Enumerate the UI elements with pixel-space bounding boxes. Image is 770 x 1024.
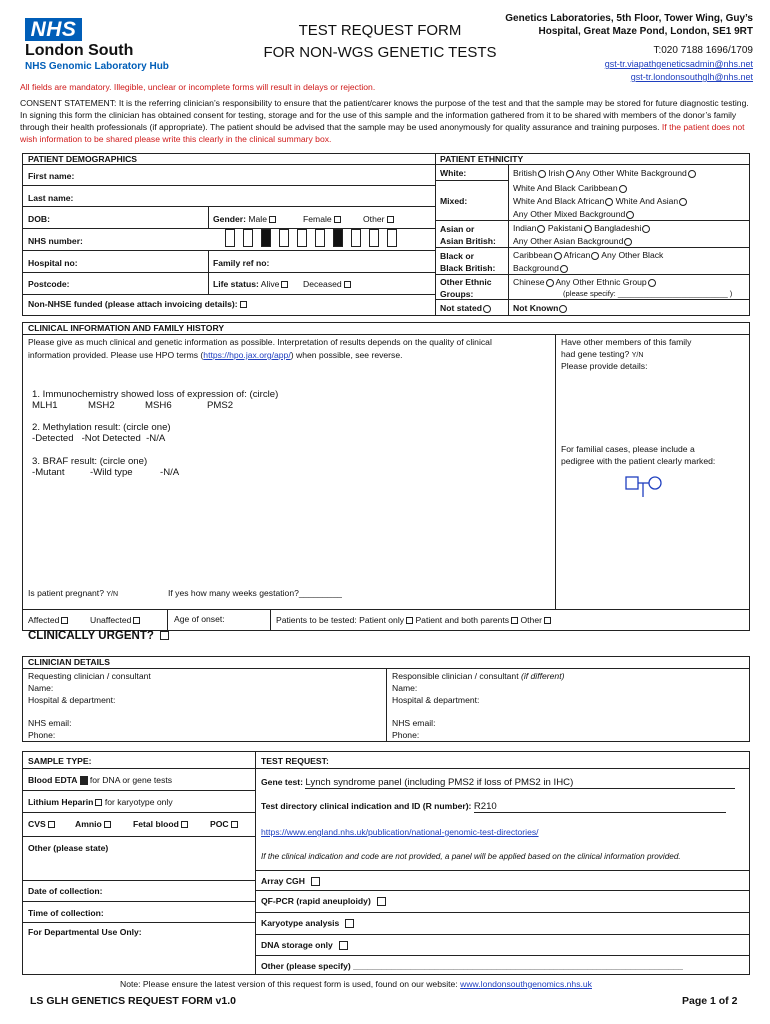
other-sample-label: Other (please state) xyxy=(28,843,109,853)
clinician-header: CLINICIAN DETAILS xyxy=(28,657,110,667)
clinical-intro-line2: information provided. Please use HPO terms (https://hpo.jax.org/app/) when possible, see reverse. xyxy=(28,350,403,360)
unaffected-checkbox[interactable] xyxy=(133,617,140,624)
postcode-label: Postcode: xyxy=(28,279,70,289)
gender-female-checkbox[interactable] xyxy=(334,216,341,223)
blood-edta-note: for DNA or gene tests xyxy=(89,775,173,785)
time-collection-label: Time of collection: xyxy=(28,908,104,918)
gender-male-checkbox[interactable] xyxy=(269,216,276,223)
methylation-options[interactable]: -Detected -Not Detected -N/A xyxy=(32,433,166,444)
indian-label: Indian xyxy=(513,223,537,233)
lab-address-line1: Genetics Laboratories, 5th Floor, Tower Wing, Guy’s xyxy=(505,13,753,24)
british-radio[interactable] xyxy=(538,170,546,178)
other-tested-checkbox[interactable] xyxy=(544,617,551,624)
ethnicity-white-label: White: xyxy=(440,168,467,178)
family-testing-q2: had gene testing? Y/N xyxy=(561,349,644,359)
cvs-label: CVS xyxy=(28,819,46,829)
other-asian-label: Any Other Asian Background xyxy=(513,236,624,246)
gender-other-label: Other xyxy=(363,214,385,224)
poc-label: POC xyxy=(210,819,229,829)
deceased-label: Deceased xyxy=(303,279,342,289)
patient-only-label: Patients to be tested: Patient only xyxy=(276,615,405,625)
fetal-blood-label: Fetal blood xyxy=(133,819,179,829)
qf-pcr-checkbox[interactable] xyxy=(377,897,386,906)
chinese-label: Chinese xyxy=(513,277,545,287)
braf-option-na[interactable]: -N/A xyxy=(160,467,180,478)
gender-other-checkbox[interactable] xyxy=(387,216,394,223)
hpo-link[interactable]: https://hpo.jax.org/app/ xyxy=(203,350,291,360)
not-stated-radio[interactable] xyxy=(483,305,491,313)
african-label: African xyxy=(563,250,591,260)
non-nhse-label: Non-NHSE funded (please attach invoicing details): xyxy=(28,299,238,309)
karyotype-label: Karyotype analysis xyxy=(261,918,340,928)
logo-name: London South xyxy=(25,42,134,59)
other-asian-radio[interactable] xyxy=(624,238,632,246)
dob-label: DOB: xyxy=(28,214,50,224)
white-black-caribbean-label: White And Black Caribbean xyxy=(513,183,618,193)
ethnicity-header: PATIENT ETHNICITY xyxy=(440,154,524,164)
pedigree-note-1: For familial cases, please include a xyxy=(561,444,695,454)
mandatory-warning: All fields are mandatory. Illegible, unclear or incomplete forms will result in delays or rejection. xyxy=(20,82,376,92)
other-white-radio[interactable] xyxy=(688,170,696,178)
array-cgh-label: Array CGH xyxy=(261,876,305,886)
braf-option-mutant[interactable]: -Mutant xyxy=(32,467,65,478)
immunochemistry-question: 1. Immunochemistry showed loss of expression of: (circle) xyxy=(32,389,279,400)
urgent-checkbox[interactable] xyxy=(160,631,169,640)
other-mixed-radio[interactable] xyxy=(626,211,634,219)
form-title-line1: TEST REQUEST FORM xyxy=(298,22,462,39)
lab-address-line2: Hospital, Great Maze Pond, London, SE1 9RT xyxy=(538,26,753,37)
lithium-heparin-checkbox[interactable] xyxy=(95,799,102,806)
lab-email-2[interactable]: gst-tr.londonsouthglh@nhs.net xyxy=(630,72,753,82)
family-testing-q3: Please provide details: xyxy=(561,361,648,371)
clinical-intro-line1: Please give as much clinical and genetic information as possible. Interpretation of results depends on the quality of clinical xyxy=(28,337,492,347)
alive-label: Alive xyxy=(260,279,280,289)
nhs-logo: NHS xyxy=(25,18,82,41)
not-stated-label: Not stated xyxy=(440,303,483,313)
clinical-indication-note: If the clinical indication and code are not provided, a panel will be applied based on the clinical information provided. xyxy=(261,852,681,861)
british-label: British xyxy=(513,168,537,178)
braf-option-wildtype[interactable]: -Wild type xyxy=(90,467,133,478)
form-title-line2: FOR NON-WGS GENETIC TESTS xyxy=(263,44,497,61)
test-directory-link[interactable]: https://www.england.nhs.uk/publication/national-genomic-test-directories/ xyxy=(261,827,539,837)
gene-test-label: Gene test: xyxy=(261,777,304,787)
deceased-checkbox[interactable] xyxy=(344,281,351,288)
departmental-use-label: For Departmental Use Only: xyxy=(28,927,142,937)
nhs-number-label: NHS number: xyxy=(28,236,83,246)
patient-only-checkbox[interactable] xyxy=(406,617,413,624)
amnio-checkbox[interactable] xyxy=(104,821,111,828)
white-asian-label: White And Asian xyxy=(615,196,679,206)
gene-test-value[interactable]: Lynch syndrome panel (including PMS2 if loss of PMS2 in IHC) xyxy=(305,777,735,789)
responsible-name-label: Name: xyxy=(392,683,418,693)
lab-telephone: T:020 7188 1696/1709 xyxy=(653,45,753,56)
consent-text: CONSENT STATEMENT: It is the referring clinician’s responsibility to ensure that the patient/carer knows the purpose of the test and that the sample may be stored for future diagnostic testing. In signing this form the clinician has obtained consent for testing, storage and for the use of this sample and the information gathered from it to be shared with members of the donor’s family through their health professionals (if appropriate). The patient should be advised that the sample may be used anonymously for quality assurance and training purposes. xyxy=(20,98,749,132)
amnio-label: Amnio xyxy=(75,819,102,829)
demographics-header: PATIENT DEMOGRAPHICS xyxy=(28,154,138,164)
ethnicity-black-label: Black or Black British: xyxy=(440,251,496,273)
dna-storage-checkbox[interactable] xyxy=(339,941,348,950)
other-test-label[interactable]: Other (please specify) _____________________________________________________________________ xyxy=(261,961,683,971)
pregnant-question: Is patient pregnant? Y/N xyxy=(28,588,119,598)
non-nhse-checkbox[interactable] xyxy=(240,301,247,308)
family-testing-q1: Have other members of this family xyxy=(561,337,692,347)
bangladeshi-label: Bangladeshi xyxy=(594,223,642,233)
caribbean-label: Caribbean xyxy=(513,250,553,260)
irish-radio[interactable] xyxy=(566,170,574,178)
logo-subtitle: NHS Genomic Laboratory Hub xyxy=(25,61,169,72)
lithium-heparin-note: for karyotype only xyxy=(104,797,173,807)
other-black-label-2: Background xyxy=(513,263,559,273)
website-link[interactable]: www.londonsouthgenomics.nhs.uk xyxy=(460,979,592,989)
lab-email-1[interactable]: gst-tr.viapathgeneticsadmin@nhs.net xyxy=(604,59,753,69)
african-radio[interactable] xyxy=(591,252,599,260)
lithium-heparin-label: Lithium Heparin xyxy=(28,797,94,807)
family-ref-label: Family ref no: xyxy=(213,258,270,268)
white-black-african-radio[interactable] xyxy=(605,198,613,206)
last-name-label: Last name: xyxy=(28,193,74,203)
responsible-phone-label: Phone: xyxy=(392,730,420,740)
clinical-header: CLINICAL INFORMATION AND FAMILY HISTORY xyxy=(28,323,225,333)
unaffected-label: Unaffected xyxy=(90,615,132,625)
requesting-name-label: Name: xyxy=(28,683,54,693)
pakistani-radio[interactable] xyxy=(584,225,592,233)
form-version: LS GLH GENETICS REQUEST FORM v1.0 xyxy=(30,995,236,1007)
other-ethnic-radio[interactable] xyxy=(648,279,656,287)
bangladeshi-radio[interactable] xyxy=(642,225,650,233)
indian-radio[interactable] xyxy=(537,225,545,233)
gender-label: Gender: xyxy=(213,214,246,224)
directory-value[interactable]: R210 xyxy=(474,801,726,813)
pedigree-note-2: pedigree with the patient clearly marked: xyxy=(561,456,716,466)
gender-female-label: Female xyxy=(303,214,332,224)
other-black-label: Any Other Black xyxy=(601,250,664,260)
white-black-caribbean-radio[interactable] xyxy=(619,185,627,193)
immunochemistry-option-msh6[interactable]: MSH6 xyxy=(145,400,172,411)
pakistani-label: Pakistani xyxy=(547,223,583,233)
dna-storage-label: DNA storage only xyxy=(261,940,333,950)
ethnicity-mixed-label: Mixed: xyxy=(440,196,468,206)
gender-male-label: Male xyxy=(248,214,267,224)
qf-pcr-label: QF-PCR (rapid aneuploidy) xyxy=(261,896,371,906)
affected-checkbox[interactable] xyxy=(61,617,68,624)
requesting-email-label: NHS email: xyxy=(28,718,72,728)
hospital-no-label: Hospital no: xyxy=(28,258,78,268)
directory-label: Test directory clinical indication and ID (R number): xyxy=(261,801,472,811)
white-black-african-label: White And Black African xyxy=(513,196,605,206)
ethnicity-asian-label: Asian or Asian British: xyxy=(440,224,496,246)
other-black-radio[interactable] xyxy=(560,265,568,273)
other-tested-label: Other xyxy=(520,615,542,625)
first-name-label: First name: xyxy=(28,171,75,181)
responsible-hospital-label: Hospital & department: xyxy=(392,695,480,705)
gestation-question[interactable]: If yes how many weeks gestation?_________ xyxy=(168,588,342,598)
requesting-phone-label: Phone: xyxy=(28,730,56,740)
consent-warning: If the patient does not wish information to be shared please write this clearly in the clinical summary box. xyxy=(20,122,745,144)
not-known-radio[interactable] xyxy=(559,305,567,313)
other-mixed-label: Any Other Mixed Background xyxy=(513,209,626,219)
other-ethnic-label: Any Other Ethnic Group xyxy=(555,277,647,287)
blood-edta-label: Blood EDTA xyxy=(28,775,78,785)
requesting-clinician-label: Requesting clinician / consultant xyxy=(28,671,151,681)
alive-checkbox[interactable] xyxy=(281,281,288,288)
cvs-checkbox[interactable] xyxy=(48,821,55,828)
footer-note: Note: Please ensure the latest version of this request form is used, found on our website: www.londonsouthgenomics.nhs.uk xyxy=(120,979,592,989)
immunochemistry-option-mlh1[interactable]: MLH1 xyxy=(32,400,58,411)
karyotype-checkbox[interactable] xyxy=(345,919,354,928)
ethnicity-other-label: Other Ethnic Groups: xyxy=(440,277,492,299)
both-parents-label: Patient and both parents xyxy=(415,615,510,625)
immunochemistry-option-msh2[interactable]: MSH2 xyxy=(88,400,115,411)
page-number: Page 1 of 2 xyxy=(682,995,738,1007)
chinese-radio[interactable] xyxy=(546,279,554,287)
date-collection-label: Date of collection: xyxy=(28,886,103,896)
blood-edta-checkbox-checked[interactable] xyxy=(80,776,88,785)
sample-type-header: SAMPLE TYPE: xyxy=(28,756,92,766)
not-known-label: Not Known xyxy=(513,303,559,313)
other-white-label: Any Other White Background xyxy=(575,168,687,178)
age-of-onset-label: Age of onset: xyxy=(174,614,225,624)
pedigree-symbol-icon xyxy=(622,472,672,502)
ethnicity-specify[interactable]: (please specify: __________________________ ) xyxy=(563,289,733,298)
methylation-question: 2. Methylation result: (circle one) xyxy=(32,422,171,433)
requesting-hospital-label: Hospital & department: xyxy=(28,695,116,705)
both-parents-checkbox[interactable] xyxy=(511,617,518,624)
test-request-header: TEST REQUEST: xyxy=(261,756,329,766)
consent-statement xyxy=(20,97,752,145)
white-asian-radio[interactable] xyxy=(679,198,687,206)
responsible-email-label: NHS email: xyxy=(392,718,436,728)
fetal-blood-checkbox[interactable] xyxy=(181,821,188,828)
braf-question: 3. BRAF result: (circle one) xyxy=(32,456,148,467)
life-status-label: Life status: xyxy=(213,279,259,289)
caribbean-radio[interactable] xyxy=(554,252,562,260)
poc-checkbox[interactable] xyxy=(231,821,238,828)
urgent-label: CLINICALLY URGENT? xyxy=(28,630,154,642)
immunochemistry-option-pms2[interactable]: PMS2 xyxy=(207,400,234,411)
array-cgh-checkbox[interactable] xyxy=(311,877,320,886)
affected-label: Affected xyxy=(28,615,60,625)
responsible-clinician-label: Responsible clinician / consultant (if different) xyxy=(392,671,565,681)
irish-label: Irish xyxy=(548,168,565,178)
